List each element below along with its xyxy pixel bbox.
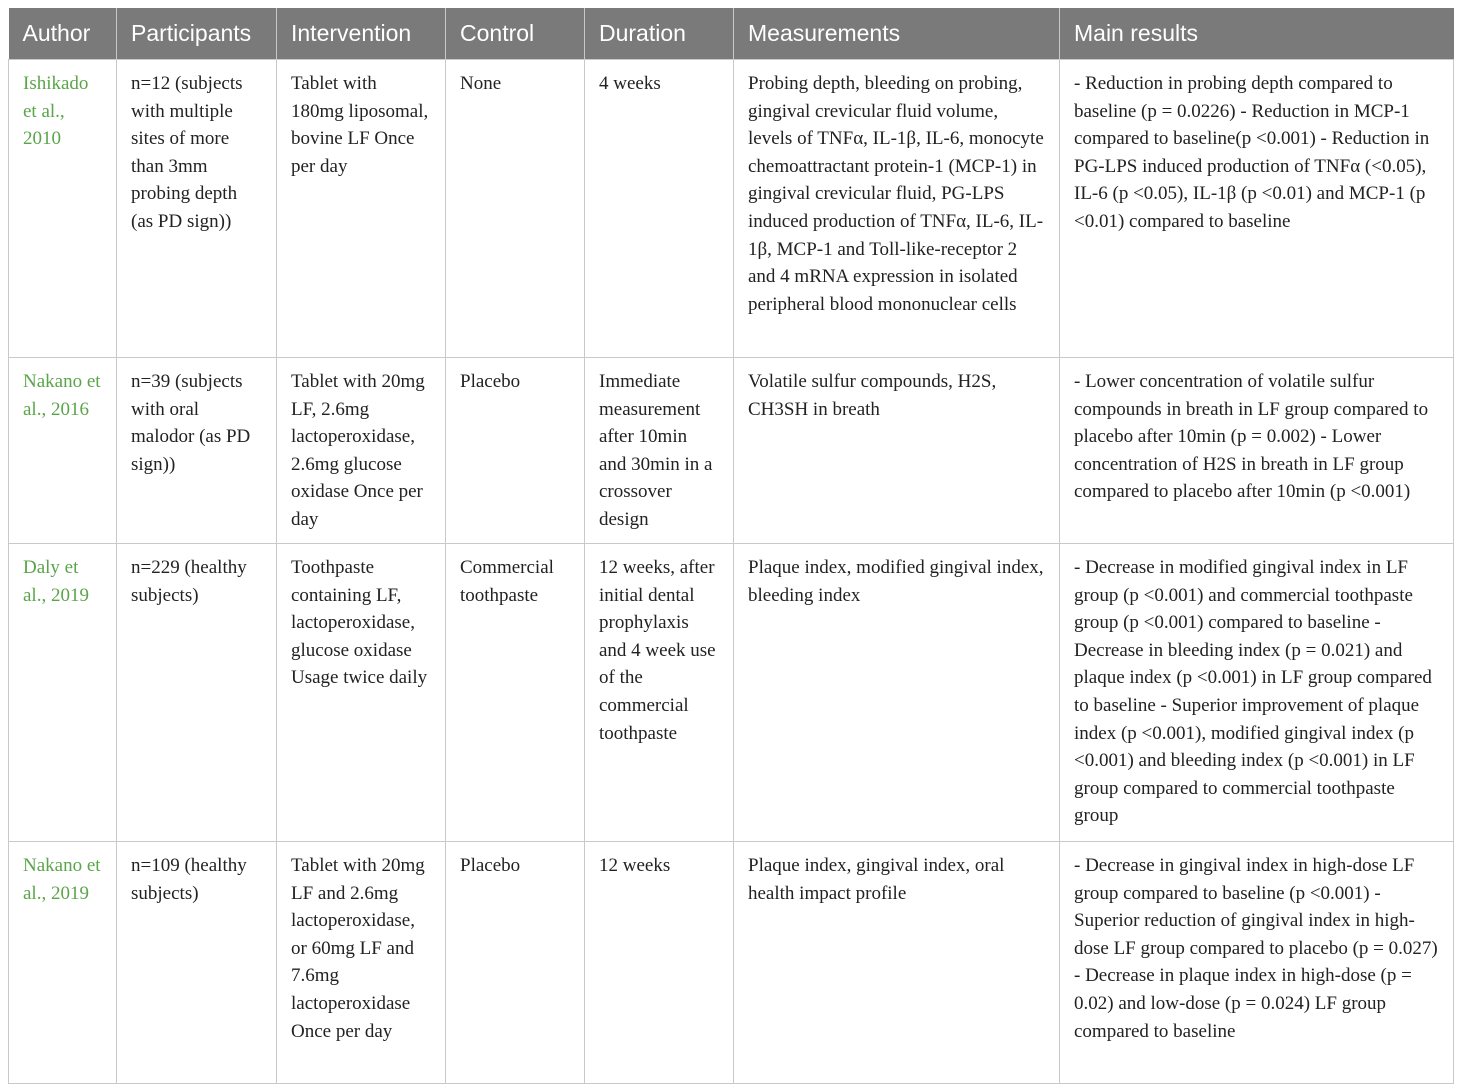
header-duration: Duration — [585, 8, 734, 60]
header-author: Author — [9, 8, 117, 60]
author-link[interactable]: Nakano et al., 2016 — [9, 358, 117, 544]
control-cell: Commercial toothpaste — [446, 544, 585, 842]
main-results-cell: - Reduction in probing depth compared to baseline (p = 0.0226) - Reduction in MCP-1 compared to baseline(p <0.001) - Reduction in PG-LPS induced production of TNFα (<0.05), IL-6 (p <0.05), IL-1β (p <0.01) and MCP-1 (p <0.01) compared to baseline — [1060, 60, 1454, 358]
intervention-cell: Tablet with 20mg LF, 2.6mg lactoperoxidase, 2.6mg glucose oxidase Once per day — [277, 358, 446, 544]
author-link[interactable]: Ishikado et al., 2010 — [9, 60, 117, 358]
intervention-cell: Tablet with 180mg liposomal, bovine LF Once per day — [277, 60, 446, 358]
studies-table — [8, 8, 1454, 1084]
measurements-cell: Probing depth, bleeding on probing, gingival crevicular fluid volume, levels of TNFα, IL-1β, IL-6, monocyte chemoattractant protein-1 (MCP-1) in gingival crevicular fluid, PG-LPS induced production of TNFα, IL-6, IL-1β, MCP-1 and Toll-like-receptor 2 and 4 mRNA expression in isolated peripheral blood mononuclear cells — [734, 60, 1060, 358]
participants-cell: n=12 (subjects with multiple sites of more than 3mm probing depth (as PD sign)) — [117, 60, 277, 358]
measurements-cell: Plaque index, modified gingival index, bleeding index — [734, 544, 1060, 842]
header-participants: Participants — [117, 8, 277, 60]
participants-cell: n=109 (healthy subjects) — [117, 842, 277, 1084]
control-cell: None — [446, 60, 585, 358]
header-main-results: Main results — [1060, 8, 1454, 60]
table-row — [9, 60, 1454, 358]
studies-table-container — [8, 8, 1453, 1084]
main-results-cell: - Decrease in modified gingival index in LF group (p <0.001) and commercial toothpaste group (p <0.001) compared to baseline - Decrease in bleeding index (p = 0.021) and plaque index (p <0.001) in LF group compared to baseline - Superior improvement of plaque index (p <0.001), modified gingival index (p <0.001) and bleeding index (p <0.001) in LF group compared to commercial toothpaste group — [1060, 544, 1454, 842]
header-intervention: Intervention — [277, 8, 446, 60]
header-row — [9, 8, 1454, 60]
intervention-cell: Toothpaste containing LF, lactoperoxidase, glucose oxidase Usage twice daily — [277, 544, 446, 842]
table-row — [9, 358, 1454, 544]
measurements-cell: Volatile sulfur compounds, H2S, CH3SH in breath — [734, 358, 1060, 544]
header-measurements: Measurements — [734, 8, 1060, 60]
duration-cell: 12 weeks — [585, 842, 734, 1084]
measurements-cell: Plaque index, gingival index, oral health impact profile — [734, 842, 1060, 1084]
control-cell: Placebo — [446, 842, 585, 1084]
duration-cell: Immediate measurement after 10min and 30min in a crossover design — [585, 358, 734, 544]
main-results-cell: - Decrease in gingival index in high-dose LF group compared to baseline (p <0.001) - Superior reduction of gingival index in high-dose LF group compared to placebo (p = 0.027) - Decrease in plaque index in high-dose (p = 0.02) and low-dose (p = 0.024) LF group compared to baseline — [1060, 842, 1454, 1084]
participants-cell: n=39 (subjects with oral malodor (as PD sign)) — [117, 358, 277, 544]
intervention-cell: Tablet with 20mg LF and 2.6mg lactoperoxidase, or 60mg LF and 7.6mg lactoperoxidase Once per day — [277, 842, 446, 1084]
author-link[interactable]: Nakano et al., 2019 — [9, 842, 117, 1084]
main-results-cell: - Lower concentration of volatile sulfur compounds in breath in LF group compared to placebo after 10min (p = 0.002) - Lower concentration of H2S in breath in LF group compared to placebo after 10min (p <0.001) — [1060, 358, 1454, 544]
duration-cell: 4 weeks — [585, 60, 734, 358]
author-link[interactable]: Daly et al., 2019 — [9, 544, 117, 842]
duration-cell: 12 weeks, after initial dental prophylaxis and 4 week use of the commercial toothpaste — [585, 544, 734, 842]
control-cell: Placebo — [446, 358, 585, 544]
header-control: Control — [446, 8, 585, 60]
participants-cell: n=229 (healthy subjects) — [117, 544, 277, 842]
table-row — [9, 842, 1454, 1084]
table-row — [9, 544, 1454, 842]
